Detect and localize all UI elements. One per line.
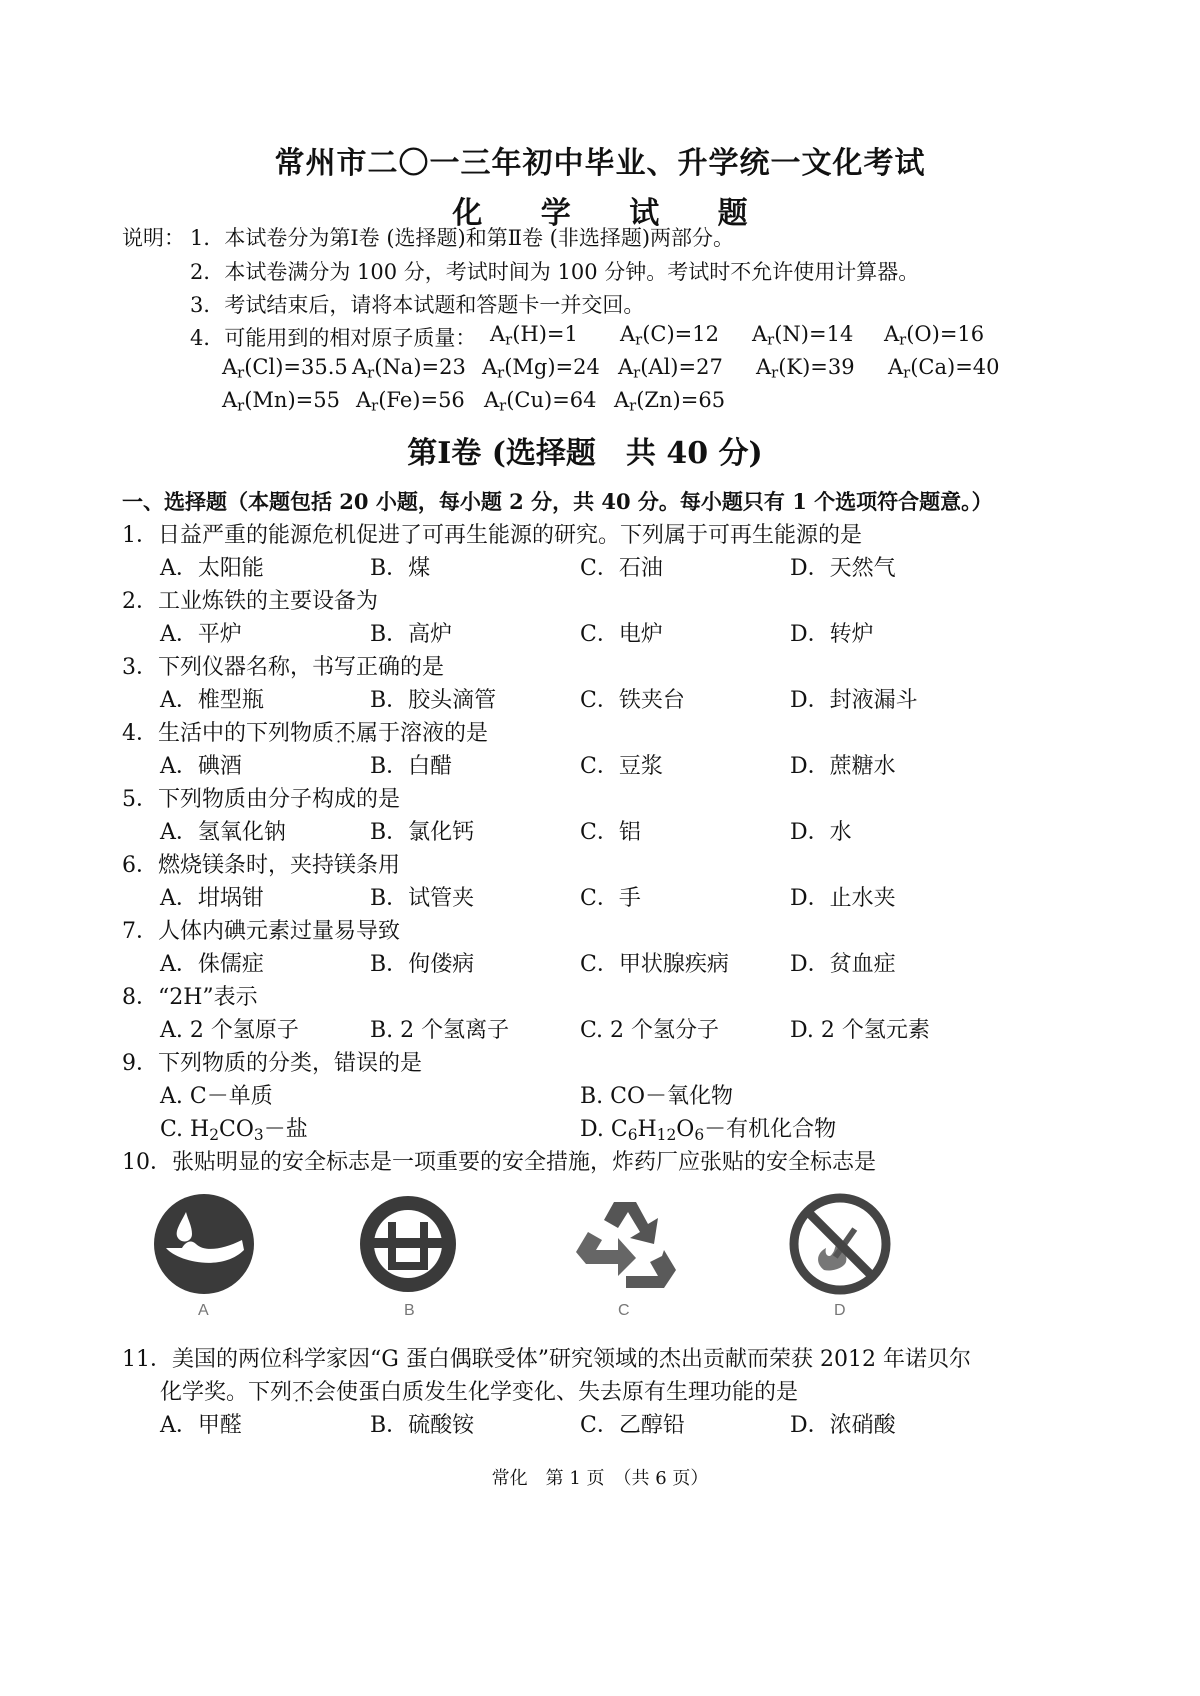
q11-option-b: B．硫酸铵 [370, 1413, 475, 1438]
question-7: 7．人体内碘元素过量易导致 [122, 919, 400, 944]
mass-Na: $A_r(Na)=23$ [352, 355, 466, 382]
question-1: 1．日益严重的能源危机促进了可再生能源的研究。下列属于可再生能源的是 [122, 523, 862, 548]
q6-option-c: C．手 [580, 886, 641, 911]
page-footer: 常化 第 1 页 （共 6 页） [491, 1468, 709, 1489]
question-6: 6．燃烧镁条时，夹持镁条用 [122, 853, 400, 878]
question-3: 3．下列仪器名称，书写正确的是 [122, 655, 444, 680]
question-11-cont: 化学奖。下列不会 · ·使蛋白质发生化学变化、失去原有生理功能的是 [160, 1375, 798, 1406]
q2-option-a: A．平炉 [160, 622, 242, 647]
sign-label-a: A [198, 1302, 209, 1319]
q9-option-a: A. C－单质 [160, 1084, 273, 1109]
instruction-4: 4．可能用到的相对原子质量： [190, 326, 477, 350]
question-4: 4．生活中的下列物质不属于 · · ·溶液的是 [122, 716, 488, 747]
explosive-sign-icon [358, 1194, 458, 1294]
q3-option-b: B．胶头滴管 [370, 688, 497, 713]
mass-Mn: $A_r(Mn)=55$ [222, 388, 340, 415]
q7-option-c: C．甲状腺疾病 [580, 952, 729, 977]
mass-Zn: $A_r(Zn)=65$ [614, 388, 726, 415]
q4-option-b: B．白醋 [370, 754, 453, 779]
q1-option-d: D．天然气 [790, 556, 896, 581]
instruction-2: 2．本试卷满分为 100 分，考试时间为 100 分钟。考试时不允许使用计算器。 [190, 260, 920, 284]
q3-option-c: C．铁夹台 [580, 688, 685, 713]
mass-Fe: $A_r(Fe)=56$ [356, 388, 465, 415]
mass-Cu: $A_r(Cu)=64$ [484, 388, 597, 415]
q5-option-d: D．水 [790, 820, 852, 845]
subject-title: 化 学 试 题 [452, 196, 772, 231]
q4-option-a: A．碘酒 [160, 754, 242, 779]
mass-C: $A_r(C)=12$ [620, 322, 720, 349]
q1-option-c: C．石油 [580, 556, 663, 581]
mass-H: $A_r(H)=1$ [490, 322, 578, 349]
q7-option-a: A．侏儒症 [160, 952, 264, 977]
question-8: 8．“2H”表示 [122, 985, 258, 1010]
mass-O: $A_r(O)=16$ [884, 322, 985, 349]
q8-option-b: B. 2 个氢离子 [370, 1018, 510, 1043]
section-title: 第Ⅰ卷 (选择题 共 40 分) [407, 436, 763, 471]
recycling-sign-icon [566, 1192, 684, 1296]
mass-K: $A_r(K)=39$ [756, 355, 855, 382]
q8-option-c: C. 2 个氢分子 [580, 1018, 720, 1043]
mass-Cl: $A_r(Cl)=35.5$ [222, 355, 348, 382]
sign-label-b: B [404, 1302, 415, 1319]
q5-option-b: B．氯化钙 [370, 820, 475, 845]
instruction-3: 3．考试结束后，请将本试题和答题卡一并交回。 [190, 293, 645, 317]
q3-option-d: D．封液漏斗 [790, 688, 918, 713]
question-10: 10．张贴明显的安全标志是一项重要的安全措施，炸药厂应张贴的安全标志是 [122, 1150, 876, 1175]
emphasis-dots: 不属于 · · · [334, 716, 400, 747]
question-5: 5．下列物质由分子构成的是 [122, 787, 400, 812]
part-heading: 一、选择题（本题包括 20 小题，每小题 2 分，共 40 分。每小题只有 1 个选项符合题意。） [122, 489, 993, 514]
q7-option-b: B．佝偻病 [370, 952, 475, 977]
q2-option-c: C．电炉 [580, 622, 663, 647]
q9-option-b: B. CO－氧化物 [580, 1084, 734, 1109]
question-11: 11．美国的两位科学家因“G 蛋白偶联受体”研究领域的杰出贡献而荣获 2012 年诺贝尔 [122, 1347, 972, 1372]
mass-N: $A_r(N)=14$ [752, 322, 854, 349]
mass-Ca: $A_r(Ca)=40$ [888, 355, 1000, 382]
q9-option-d: D. $C_6H_{12}O_6-$有机化合物 [580, 1117, 837, 1144]
sign-label-c: C [618, 1302, 630, 1319]
q2-option-b: B．高炉 [370, 622, 453, 647]
question-2: 2．工业炼铁的主要设备为 [122, 589, 378, 614]
q4-option-c: C．豆浆 [580, 754, 663, 779]
instruction-1: 1．本试卷分为第Ⅰ卷 (选择题)和第Ⅱ卷 (非选择题)两部分。 [190, 226, 735, 250]
q6-option-b: B．试管夹 [370, 886, 475, 911]
q6-option-d: D．止水夹 [790, 886, 896, 911]
q11-option-c: C．乙醇铅 [580, 1413, 685, 1438]
q7-option-d: D．贫血症 [790, 952, 896, 977]
emphasis-dots: 不会 · · [292, 1375, 336, 1406]
q5-option-a: A．氢氧化钠 [160, 820, 286, 845]
sign-label-d: D [834, 1302, 846, 1319]
q3-option-a: A．椎型瓶 [160, 688, 264, 713]
q8-option-a: A. 2 个氢原子 [160, 1018, 299, 1043]
question-9: 9．下列物质的分类，错误的是 [122, 1051, 422, 1076]
mass-Mg: $A_r(Mg)=24$ [482, 355, 600, 382]
no-fire-sign-icon [788, 1192, 892, 1296]
mass-Al: $A_r(Al)=27$ [618, 355, 723, 382]
q9-option-c: C. $H_2CO_3-$盐 [160, 1117, 308, 1144]
exam-title: 常州市二〇一三年初中毕业、升学统一文化考试 [274, 146, 926, 181]
q4-option-d: D．蔗糖水 [790, 754, 896, 779]
q11-option-a: A．甲醛 [160, 1413, 242, 1438]
q1-option-b: B．煤 [370, 556, 431, 581]
q8-option-d: D. 2 个氢元素 [790, 1018, 930, 1043]
flammable-liquid-sign-icon [152, 1192, 256, 1296]
q1-option-a: A．太阳能 [160, 556, 264, 581]
q5-option-c: C．铝 [580, 820, 641, 845]
instructions-lead: 说明： [122, 226, 185, 250]
q2-option-d: D．转炉 [790, 622, 874, 647]
q11-option-d: D．浓硝酸 [790, 1413, 896, 1438]
q6-option-a: A．坩埚钳 [160, 886, 264, 911]
